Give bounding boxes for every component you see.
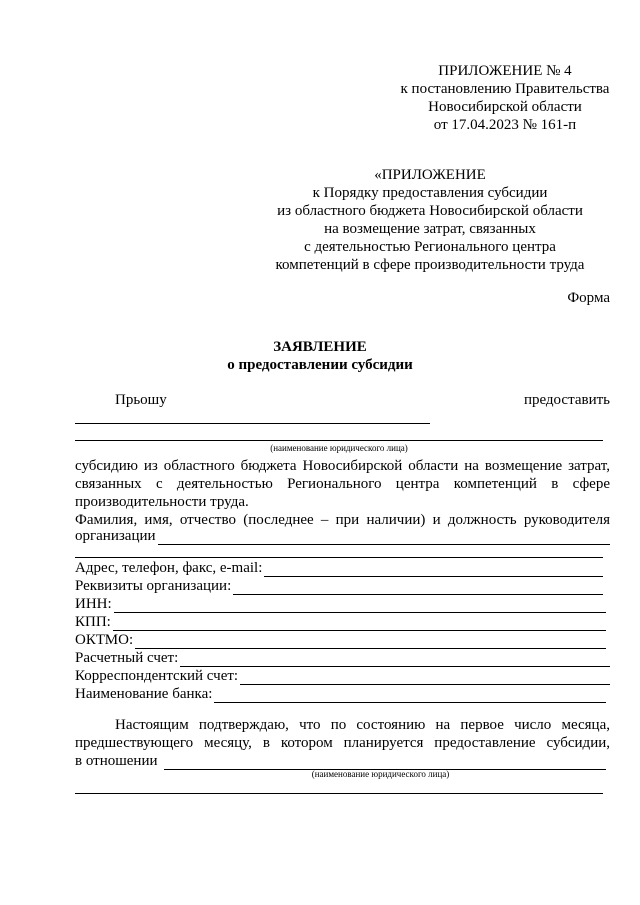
body-text-line: связанных с деятельностью Регионального центра компетенций в сфере bbox=[75, 476, 610, 492]
confirmation-entity-caption: (наименование юридического лица) bbox=[311, 769, 450, 779]
confirmation-entity-line-2[interactable] bbox=[75, 793, 603, 794]
address-field[interactable] bbox=[75, 559, 603, 577]
inn-field[interactable] bbox=[75, 595, 606, 613]
legal-entity-caption: (наименование юридического лица) bbox=[270, 443, 408, 453]
oktmo-label: ОКТМО: bbox=[75, 632, 134, 648]
resolution-date-number: от 17.04.2023 № 161-п bbox=[433, 117, 577, 133]
head-name-label: Фамилия, имя, отчество (последнее – при наличии) и должность руководителя bbox=[75, 512, 610, 528]
request-blank-line[interactable] bbox=[75, 423, 430, 424]
address-label: Адрес, телефон, факс, e-mail: bbox=[75, 560, 263, 576]
bank-label: Наименование банка: bbox=[75, 686, 213, 702]
corr-account-field[interactable] bbox=[75, 667, 610, 685]
region-name: Новосибирской области bbox=[428, 99, 582, 115]
appendix-number: ПРИЛОЖЕНИЕ № 4 bbox=[438, 63, 572, 79]
attachment-line: на возмещение затрат, связанных bbox=[324, 221, 536, 237]
requisites-label: Реквизиты организации: bbox=[75, 578, 232, 594]
oktmo-field[interactable] bbox=[75, 631, 606, 649]
attachment-line: с деятельностью Регионального центра bbox=[304, 239, 556, 255]
kpp-field[interactable] bbox=[75, 613, 606, 631]
confirmation-text-line: Настоящим подтверждаю, что по состоянию на первое число месяца, bbox=[115, 717, 610, 733]
confirmation-text-line: предшествующего месяцу, в котором планируется предоставление субсидии, bbox=[75, 735, 610, 751]
confirmation-in-respect-label: в отношении bbox=[75, 753, 158, 769]
body-text-line: производительности труда. bbox=[75, 494, 249, 510]
corr-account-label: Корреспондентский счет: bbox=[75, 668, 239, 684]
resolution-ref: к постановлению Правительства bbox=[400, 81, 610, 97]
attachment-title: «ПРИЛОЖЕНИЕ bbox=[374, 167, 486, 183]
legal-entity-name-line[interactable] bbox=[75, 440, 603, 441]
account-label: Расчетный счет: bbox=[75, 650, 179, 666]
kpp-label: КПП: bbox=[75, 614, 111, 630]
oktmo-line[interactable] bbox=[135, 633, 606, 649]
requisites-field[interactable] bbox=[75, 577, 603, 595]
bank-field[interactable] bbox=[75, 685, 606, 703]
corr-account-line[interactable] bbox=[240, 669, 610, 685]
request-provide-text: предоставить bbox=[523, 392, 610, 408]
account-field[interactable] bbox=[75, 649, 610, 667]
form-label: Форма bbox=[567, 290, 610, 306]
organization-label: организации bbox=[75, 528, 156, 544]
address-line[interactable] bbox=[264, 561, 603, 577]
bank-line[interactable] bbox=[214, 687, 606, 703]
inn-label: ИНН: bbox=[75, 596, 112, 612]
attachment-line: из областного бюджета Новосибирской области bbox=[277, 203, 583, 219]
requisites-line[interactable] bbox=[233, 579, 603, 595]
organization-head-line[interactable] bbox=[158, 529, 610, 545]
inn-line[interactable] bbox=[114, 597, 606, 613]
organization-head-field[interactable] bbox=[75, 527, 610, 545]
confirmation-entity-line[interactable] bbox=[164, 754, 606, 770]
kpp-line[interactable] bbox=[113, 615, 606, 631]
document-subtitle: о предоставлении субсидии bbox=[227, 357, 413, 373]
attachment-line: к Порядку предоставления субсидии bbox=[312, 185, 548, 201]
attachment-line: компетенций в сфере производительности труда bbox=[275, 257, 585, 273]
account-line[interactable] bbox=[180, 651, 610, 667]
confirmation-entity-field[interactable] bbox=[75, 752, 606, 770]
body-text-line: субсидию из областного бюджета Новосибирской области на возмещение затрат, bbox=[75, 458, 610, 474]
request-ask-text: Прьошу bbox=[115, 392, 167, 408]
document-title: ЗАЯВЛЕНИЕ bbox=[273, 339, 367, 355]
organization-head-line-2[interactable] bbox=[75, 557, 603, 558]
